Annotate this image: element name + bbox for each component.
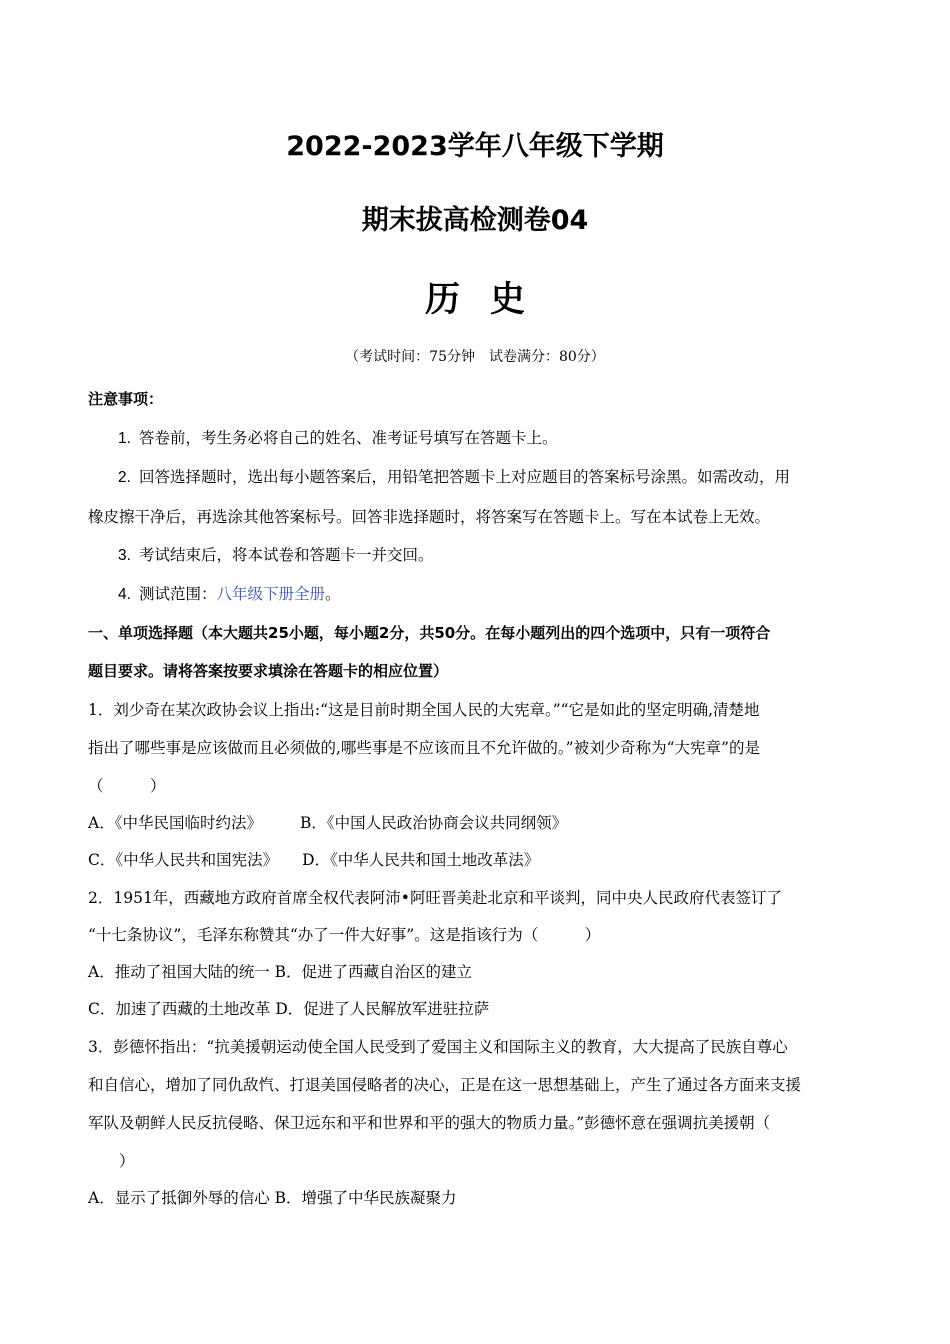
note-item-1 [118,426,557,448]
note-number: 4. [118,586,131,603]
option-c[interactable]: C．加速了西藏的土地改革 [88,1000,271,1018]
option-b[interactable]: B．促进了西藏自治区的建立 [274,963,473,981]
question-3-line-3: 军队及朝鲜人民反抗侵略、保卫远东和平和世界和平的强大的物质力量。”彭德怀意在强调抗美援朝（ [88,1114,771,1132]
question-3-line-1: 3．彭德怀指出：“抗美援朝运动使全国人民受到了爱国主义和国际主义的教育，大大提高了民族自尊心 [88,1038,788,1056]
note-item-3 [118,543,433,565]
question-3-line-4: ） [88,1152,135,1170]
note-text: 回答选择题时，选出每小题答案后，用铅笔把答题卡上对应题目的答案标号涂黑。如需改动，用 [138,468,790,486]
notes-heading: 注意事项： [88,390,164,408]
exam-title-year: 2022-2023学年八年级下学期 [286,131,664,162]
exam-info: （考试时间：75分钟 试卷满分：80分） [345,349,605,365]
question-2-options-ab [88,960,472,982]
option-c[interactable]: C．《中华人民共和国宪法》 [88,851,279,869]
question-1-line-1: 1．刘少奇在某次政协会议上指出:“这是目前时期全国人民的大宪章。”“它是如此的坚定明确,清楚地 [88,701,760,719]
note-text: 考试结束后，将本试卷和答题卡一并交回。 [138,546,434,564]
section-heading-line1: 一、单项选择题（本大题共25小题，每小题2分，共50分。在每小题列出的四个选项中，只有一项符合 [88,624,771,642]
test-range-link[interactable]: 八年级下册全册 [216,585,325,603]
option-d[interactable]: D．《中华人民共和国土地改革法》 [302,851,540,869]
note-text: 答卷前，考生务必将自己的姓名、准考证号填写在答题卡上。 [138,429,558,447]
question-1-options-ab [88,811,567,833]
question-2-options-cd [88,997,489,1019]
note-number: 2. [118,469,131,486]
question-3-options-ab [88,1186,457,1208]
note-item-2-continued: 橡皮擦干净后，再选涂其他答案标号。回答非选择题时，将答案写在答题卡上。写在本试卷上无效。 [88,508,771,526]
option-a[interactable]: A．推动了祖国大陆的统一 [88,963,270,981]
question-3-line-2: 和自信心，增加了同仇敌忾、打退美国侵略者的决心，正是在这一思想基础上，产生了通过各方面来支援 [88,1076,802,1094]
note-item-2 [118,465,790,487]
option-b[interactable]: B．增强了中华民族凝聚力 [274,1189,457,1207]
exam-title-name: 期末拔高检测卷04 [361,205,589,236]
question-2-line-1: 2．1951年，西藏地方政府首席全权代表阿沛•阿旺晋美赴北京和平谈判，同中央人民政府代表签订了 [88,889,782,907]
option-a[interactable]: A．《中华民国临时约法》 [88,814,262,832]
question-1-options-cd [88,848,539,870]
question-1-line-2: 指出了哪些事是应该做而且必须做的,哪些事是不应该而且不允许做的。”被刘少奇称为“大宪章”的是 [88,739,760,757]
note-number: 3. [118,547,131,564]
question-1-line-3: （ ） [88,777,166,795]
note-text: 测试范围： [138,585,217,603]
note-item-4 [118,582,340,604]
option-a[interactable]: A．显示了抵御外辱的信心 [88,1189,270,1207]
question-2-line-2: “十七条协议”，毛泽东称赞其“办了一件大好事”。这是指该行为（ ） [88,926,601,944]
option-b[interactable]: B．《中国人民政治协商会议共同纲领》 [299,814,568,832]
note-number: 1. [118,430,131,447]
exam-subject: 历史 [424,280,555,320]
option-d[interactable]: D．促进了人民解放军进驻拉萨 [275,1000,490,1018]
section-heading-line2: 题目要求。请将答案按要求填涂在答题卡的相应位置） [88,662,449,680]
note-tail: 。 [324,585,341,603]
